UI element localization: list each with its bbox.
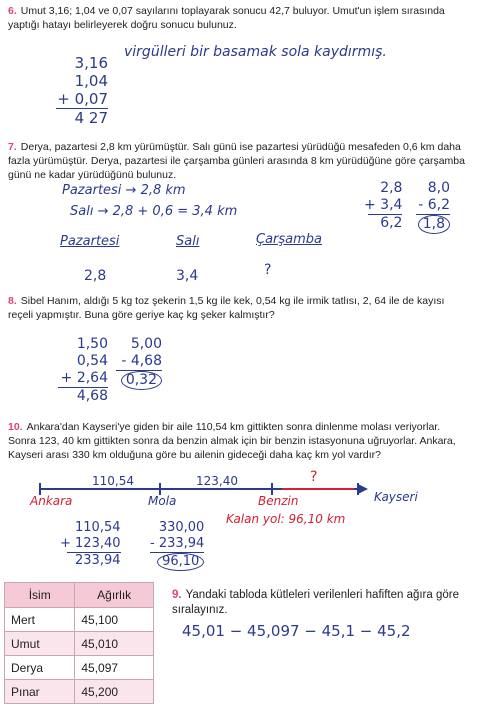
q8-subtraction <box>116 336 162 390</box>
day-value-tuesday: 3,4 <box>176 268 199 284</box>
question-9 <box>172 588 472 618</box>
difference-result: 1,8 <box>418 215 450 234</box>
point-label-mola: Mola <box>148 494 177 508</box>
question-text: Ankara'dan Kayseri'ye giden bir aile 110,54 km gittikten sonra dinlenme molası veriyorlar. Sonra 123, 40 km gittikten sonra da benzin almak için bir benzin istasyonuna uğruyorlar. Ankara, Kayseri arası 330 km olduğuna göre bu ailenin gideceği daha kaç km yol vardır? <box>8 421 456 461</box>
sum-result: 6,2 <box>380 215 403 231</box>
segment-label-2: 123,40 <box>196 474 238 488</box>
question-text: Sibel Hanım, aldığı 5 kg toz şekerin 1,5 kg ile kek, 0,54 kg ile irmik tatlısı, 2, 64 ile de kayısı reçeli yapmıştır. Buna göre geriye kaç kg şeker kalmıştır? <box>8 295 445 321</box>
table-row <box>5 680 154 704</box>
table-row <box>5 632 154 656</box>
minuend: 5,00 <box>130 336 162 352</box>
day-value-wednesday: ? <box>264 262 272 278</box>
addend: + 123,40 <box>60 536 121 551</box>
q6-note: virgülleri bir basamak sola kaydırmış. <box>124 44 387 60</box>
sum-result: 4 27 <box>74 109 108 127</box>
day-label-tuesday: Salı <box>176 234 200 249</box>
q7-subtraction <box>416 180 450 234</box>
addend: 1,04 <box>74 72 108 90</box>
cell-name: Derya <box>5 656 75 680</box>
question-8 <box>8 294 470 322</box>
subtrahend: - 233,94 <box>150 536 205 551</box>
cell-name: Umut <box>5 632 75 656</box>
question-number: 8. <box>8 295 17 307</box>
day-label-monday: Pazartesi <box>60 234 120 249</box>
point-label-ankara: Ankara <box>30 494 73 508</box>
addend: + 3,4 <box>364 197 403 213</box>
table-header-row <box>5 583 154 608</box>
question-number: 7. <box>8 141 17 153</box>
table-row <box>5 608 154 632</box>
q10-addition <box>60 520 121 569</box>
addend: + 0,07 <box>57 90 108 108</box>
segment-label-1: 110,54 <box>92 474 134 488</box>
question-number: 9. <box>172 589 182 601</box>
cell-mass: 45,097 <box>75 656 154 680</box>
question-text: Derya, pazartesi 2,8 km yürümüştür. Salı günü ise pazartesi yürüdüğü mesafeden 0,6 km daha fazla yürümüştür. Derya, pazartesi ile çarşamba günleri arasında 8 km yürüdüğüne göre çarşamba günü ne kadar yürüdüğünü bulunuz. <box>8 141 465 181</box>
cell-name: Pınar <box>5 680 75 704</box>
column-header-mass: Ağırlık <box>75 583 154 608</box>
addend: 110,54 <box>75 520 121 535</box>
question-number: 10. <box>8 421 23 433</box>
addend: 1,50 <box>76 336 108 352</box>
column-header-name: İsim <box>5 583 75 608</box>
route-arrowhead <box>358 484 368 494</box>
q10-subtraction <box>150 520 204 571</box>
q6-addition <box>56 54 108 127</box>
cell-mass: 45,010 <box>75 632 154 656</box>
cell-mass: 45,200 <box>75 680 154 704</box>
difference-result: 0,32 <box>121 371 162 390</box>
table-row <box>5 656 154 680</box>
day-label-wednesday: Çarşamba <box>256 232 323 247</box>
question-10 <box>8 420 470 462</box>
minuend: 330,00 <box>158 520 205 535</box>
question-text: Yandaki tabloda kütleleri verilenleri hafiften ağıra göre sıralayınız. <box>172 589 459 616</box>
question-text: Umut 3,16; 1,04 ve 0,07 sayılarını toplayarak sonucu 42,7 buluyor. Umut'un işlem sırasında yaptığı hatayı belirleyerek doğru sonucu bulunuz. <box>8 5 445 31</box>
minuend: 8,0 <box>427 180 450 196</box>
sum-result: 233,94 <box>75 553 121 568</box>
addend: + 2,64 <box>60 370 108 386</box>
q7-line-monday: Pazartesi → 2,8 km <box>62 183 186 198</box>
remaining-distance: Kalan yol: 96,10 km <box>226 512 346 526</box>
q8-addition <box>58 336 108 405</box>
question-6 <box>8 4 470 32</box>
subtrahend: - 4,68 <box>121 353 162 369</box>
difference-result: 96,10 <box>157 553 204 571</box>
cell-mass: 45,100 <box>75 608 154 632</box>
addend: 3,16 <box>74 54 108 72</box>
q7-addition <box>364 180 402 232</box>
q9-answer: 45,01 − 45,097 − 45,1 − 45,2 <box>182 622 411 640</box>
sum-result: 4,68 <box>76 388 108 404</box>
point-label-kayseri: Kayseri <box>374 490 418 504</box>
subtrahend: - 6,2 <box>418 197 450 213</box>
point-label-benzin: Benzin <box>258 494 299 508</box>
q7-line-tuesday: Salı → 2,8 + 0,6 = 3,4 km <box>70 204 238 219</box>
cell-name: Mert <box>5 608 75 632</box>
question-number: 6. <box>8 5 17 17</box>
addend: 2,8 <box>380 180 403 196</box>
day-value-monday: 2,8 <box>84 268 107 284</box>
addend: 0,54 <box>76 353 108 369</box>
mass-table <box>4 582 154 704</box>
question-7 <box>8 140 470 182</box>
segment-label-unknown: ? <box>310 469 318 485</box>
